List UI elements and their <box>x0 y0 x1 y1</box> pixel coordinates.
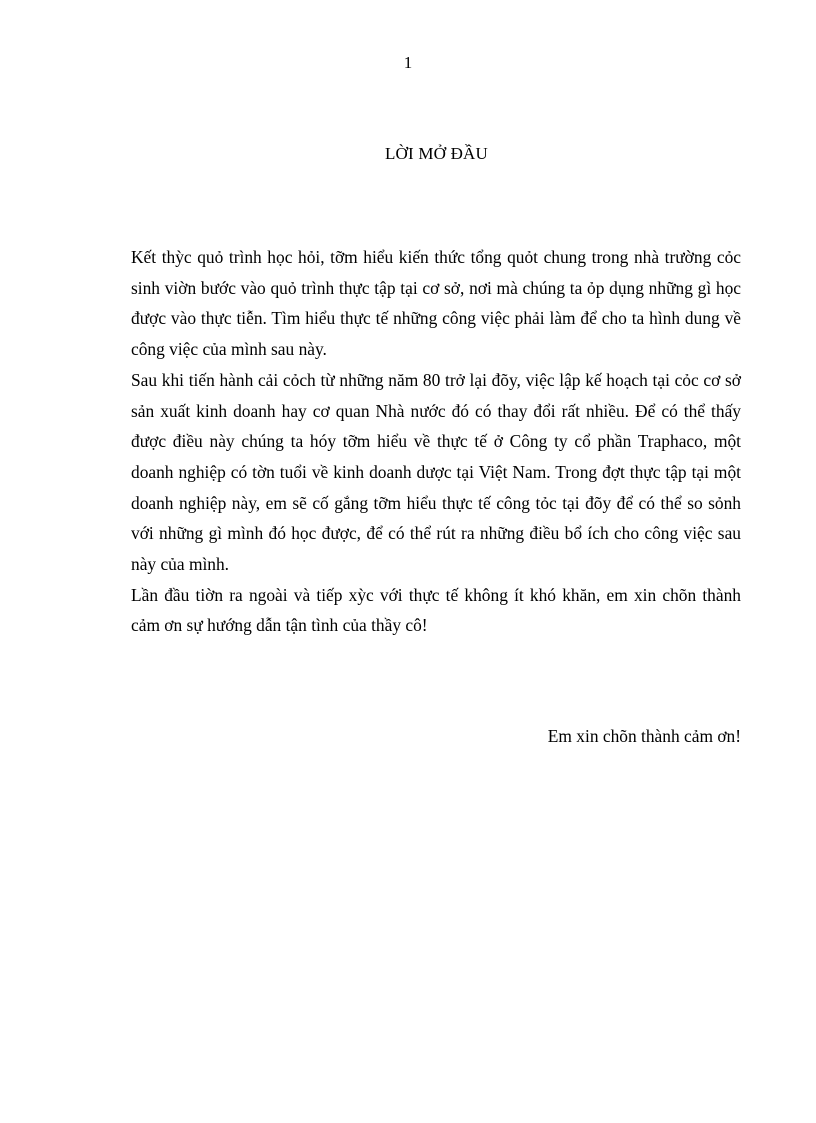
page-number: 1 <box>403 53 413 72</box>
page-title: LỜI MỞ ĐẦU <box>384 144 489 163</box>
paragraph: Kết thỳc quỏ trình học hỏi, tỡm hiểu kiến thức tổng quỏt chung trong nhà trường cỏc sinh viờn bước vào quỏ trình thực tập tại cơ sở, nơi mà chúng ta ỏp dụng những gì học được vào thực tiễn. Tìm hiểu thực tế những công việc phải làm để cho ta hình dung về công việc của mình sau này. <box>131 247 741 360</box>
paragraph: Lần đầu tiờn ra ngoài và tiếp xỳc với thực tế không ít khó khăn, em xin chõn thành cảm ơn sự hướng dẫn tận tình của thầy cô! <box>131 584 741 636</box>
body-text <box>131 242 741 641</box>
closing-line: Em xin chõn thành cảm ơn! <box>547 726 741 746</box>
paragraph: Sau khi tiến hành cải cỏch từ những năm 80 trở lại đõy, việc lập kế hoạch tại cỏc cơ sở sản xuất kinh doanh hay cơ quan Nhà nước đó có thay đổi rất nhiều. Để có thể thấy được điều này chúng ta hóy tỡm hiểu về thực tế ở Công ty cổ phần Traphaco, một doanh nghiệp có tờn tuổi về kinh doanh dược tại Việt Nam. Trong đợt thực tập tại một doanh nghiệp này, em sẽ cố gắng tỡm hiểu thực tế công tỏc tại đõy để có thể so sỏnh với những gì mình đó học được, để có thể rút ra những điều bổ ích cho công việc sau này của mình. <box>131 369 741 575</box>
